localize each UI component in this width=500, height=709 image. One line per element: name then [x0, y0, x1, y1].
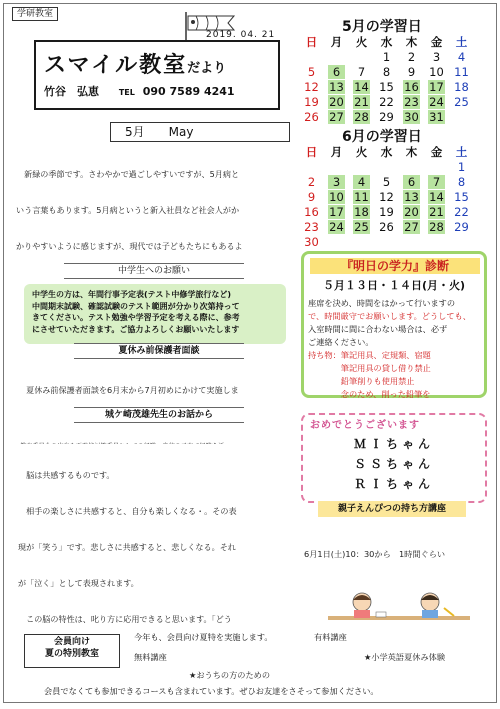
gakuryoku-line: 念のため、削った鉛筆を [308, 389, 431, 399]
calendar-day-number: 10 [329, 190, 344, 204]
calendar-day-number: 18 [454, 80, 469, 94]
calendar-day-number: 21 [429, 205, 444, 219]
sensei-line: 脳は共感するものです。 [18, 470, 115, 480]
calendar-day-number: 29 [454, 220, 469, 234]
calendar-day-number: 15 [454, 190, 469, 204]
paid-item: ★小学英語夏休み体験 [364, 652, 446, 662]
calendar-day [299, 65, 324, 80]
intro-text [16, 144, 298, 254]
calendar-day [424, 110, 449, 125]
calendar-day [399, 160, 424, 175]
calendar-day [324, 65, 349, 80]
calendar-day-number: 14 [354, 80, 369, 94]
calendar-day [299, 50, 324, 65]
calendar-day [374, 95, 399, 110]
sensei-line: が「泣く」として表現されます。 [18, 578, 139, 588]
summer-line: 夏休み前保護者面談を6月末から7月初めにかけて実施しま [18, 385, 239, 395]
sensei-heading: 城ケ崎茂雄先生のお話から [74, 407, 244, 423]
weekday-row [299, 35, 474, 50]
calendar-day [299, 220, 324, 235]
calendar-day-number: 6 [328, 65, 345, 79]
calendar-day [449, 190, 474, 205]
calendar-day [299, 190, 324, 205]
calendar-day-number: 14 [429, 190, 444, 204]
calendar-day-number: 16 [304, 205, 319, 219]
gakuryoku-line: 座席を決め、時間をはかって行いますの [308, 298, 456, 308]
intro-line: かりやすいように感じますが、現代では子どもたちにもあるよ [16, 241, 243, 251]
calendar-day [299, 160, 324, 175]
congrats-name: ＳＳちゃん [354, 457, 435, 471]
calendar-day [399, 110, 424, 125]
calendar-day-number: 2 [307, 175, 316, 189]
calendar-day [449, 50, 474, 65]
calendar-week-row [299, 65, 474, 80]
calendar-day-number: 28 [429, 220, 444, 234]
gakuryoku-line: 鉛筆削りも使用禁止 [308, 376, 415, 386]
intro-line: いう言葉もあります。5月病というと新入社員など社会人がか [16, 205, 240, 215]
calendar-day [399, 205, 424, 220]
may-calendar [299, 35, 474, 125]
weekday-label: 金 [430, 35, 443, 49]
may-calendar-title: 5月の学習日 [342, 19, 422, 35]
gakuryoku-line: 入室時間に間に合わない場合は、必ず [308, 324, 448, 334]
gakuryoku-line: ご連絡ください。 [308, 337, 374, 347]
title-main: スマイル教室 [44, 53, 188, 78]
calendar-day-number: 24 [429, 95, 444, 109]
weekday-label: 日 [305, 145, 318, 159]
calendar-day [374, 80, 399, 95]
tel-label: TEL [118, 88, 135, 97]
calendar-day [324, 190, 349, 205]
weekday-label: 火 [355, 35, 368, 49]
calendar-week-row [299, 110, 474, 125]
calendar-day-number: 22 [454, 205, 469, 219]
gakuryoku-body [308, 297, 471, 401]
calendar-day [424, 235, 449, 250]
calendar-day-number: 30 [404, 110, 419, 124]
calendar-day [399, 175, 424, 190]
sensei-line: 相手の楽しさに共感すると、自分も楽しくなる・。その表 [18, 506, 237, 516]
weekday-label: 金 [430, 145, 443, 159]
calendar-day [399, 80, 424, 95]
jh-line: きてください。テスト勉強や学習予定を考える際に、参考 [32, 313, 240, 322]
pencil-line: 6月1日(土)10：30から 1時間ぐらい [304, 549, 446, 559]
calendar-day-number: 27 [329, 110, 344, 124]
calendar-day-number: 10 [429, 65, 444, 79]
calendar-week-row [299, 175, 474, 190]
calendar-day [374, 205, 399, 220]
calendar-day [349, 65, 374, 80]
calendar-day-number: 8 [382, 65, 391, 79]
pencil-heading: 親子えんぴつの持ち方講座 [318, 501, 466, 517]
calendar-day [324, 50, 349, 65]
calendar-day [324, 80, 349, 95]
special-class-title: 会員向け 夏の特別教室 [44, 637, 99, 659]
weekday-label: 土 [455, 35, 468, 49]
calendar-week-row [299, 235, 474, 250]
calendar-day [424, 65, 449, 80]
calendar-day-number: 6 [403, 175, 420, 189]
calendar-day-number: 20 [404, 205, 419, 219]
calendar-day [349, 50, 374, 65]
calendar-day-number: 1 [382, 50, 391, 64]
calendar-day-number: 3 [328, 175, 345, 189]
calendar-day [424, 160, 449, 175]
summer-heading: 夏休み前保護者面談 [74, 343, 244, 359]
calendar-day [324, 235, 349, 250]
calendar-day-number: 9 [407, 65, 416, 79]
calendar-day-number: 19 [379, 205, 394, 219]
calendar-day [449, 80, 474, 95]
sensei-note-line [20, 442, 296, 444]
calendar-day [324, 205, 349, 220]
calendar-week-row [299, 95, 474, 110]
gakuryoku-dates: ５月１３日・１４日(月・火) [322, 279, 466, 292]
calendar-day [349, 160, 374, 175]
calendar-day [449, 175, 474, 190]
jh-notice [24, 284, 286, 344]
calendar-day [349, 190, 374, 205]
weekday-label: 木 [405, 145, 418, 159]
calendar-day [299, 95, 324, 110]
calendar-day-number: 3 [432, 50, 441, 64]
calendar-day-number: 17 [329, 205, 344, 219]
calendar-day-number: 31 [429, 110, 444, 124]
calendar-day [449, 110, 474, 125]
pencil-text [304, 522, 490, 588]
free-item: ★おうちの方のための [189, 670, 271, 680]
sensei-line: この脳の特性は、叱り方に応用できると思います。「どう [18, 614, 232, 624]
teacher-name: 竹谷 弘恵 [44, 85, 99, 98]
calendar-day [424, 80, 449, 95]
weekday-label: 木 [405, 35, 418, 49]
calendar-day [349, 95, 374, 110]
calendar-day-number: 5 [307, 65, 316, 79]
calendar-day [299, 110, 324, 125]
calendar-day [399, 65, 424, 80]
calendar-day-number: 30 [304, 235, 319, 249]
weekday-label: 月 [330, 35, 343, 49]
calendar-day [374, 65, 399, 80]
calendar-day-number: 27 [404, 220, 419, 234]
calendar-day-number: 13 [404, 190, 419, 204]
calendar-day [299, 80, 324, 95]
calendar-day [424, 205, 449, 220]
paid-label: 有料講座 [314, 632, 347, 642]
calendar-day [399, 95, 424, 110]
calendar-day [449, 160, 474, 175]
calendar-day [449, 220, 474, 235]
calendar-day [324, 110, 349, 125]
calendar-day-number: 26 [304, 110, 319, 124]
calendar-day [449, 235, 474, 250]
calendar-day-number: 26 [379, 220, 394, 234]
calendar-day-number: 29 [379, 110, 394, 124]
sensei-text [18, 445, 298, 630]
newsletter-page [3, 3, 497, 703]
issue-date: 2019. 04. 21 [206, 30, 276, 40]
calendar-day [349, 80, 374, 95]
sensei-line: 現が「笑う」です。悲しさに共感すると、悲しくなる。それ [18, 542, 236, 552]
calendar-day-number: 12 [379, 190, 394, 204]
calendar-day [299, 175, 324, 190]
calendar-day-number: 7 [428, 175, 445, 189]
special-footer: 会員でなくても参加できるコースも含まれています。ぜひお友達をさそって参加ください。 [44, 686, 379, 696]
congrats-name: ＲＩちゃん [354, 477, 435, 491]
calendar-day-number: 25 [454, 95, 469, 109]
free-items [189, 650, 369, 680]
calendar-day [374, 220, 399, 235]
calendar-day [424, 50, 449, 65]
calendar-day-number: 19 [304, 95, 319, 109]
month-heading: 5月 May [110, 122, 290, 142]
calendar-day-number: 11 [454, 65, 469, 79]
calendar-day-number: 12 [304, 80, 319, 94]
calendar-day [324, 95, 349, 110]
calendar-day [349, 110, 374, 125]
gakuryoku-line: で、時間厳守でお願いします。どうしても、 [308, 311, 471, 321]
calendar-day [449, 205, 474, 220]
calendar-day [349, 220, 374, 235]
title-suffix: だより [187, 61, 227, 76]
weekday-label: 水 [380, 145, 393, 159]
calendar-day-number: 15 [379, 80, 394, 94]
calendar-week-row [299, 220, 474, 235]
jh-heading: 中学生へのお願い [64, 263, 244, 279]
calendar-day-number: 4 [353, 175, 370, 189]
calendar-day-number: 16 [404, 80, 419, 94]
calendar-day-number: 17 [429, 80, 444, 94]
calendar-day-number: 24 [329, 220, 344, 234]
calendar-day [399, 220, 424, 235]
congrats-name: ＭＩちゃん [354, 437, 435, 451]
calendar-week-row [299, 50, 474, 65]
calendar-day-number: 21 [354, 95, 369, 109]
calendar-day [399, 190, 424, 205]
calendar-day [374, 175, 399, 190]
weekday-label: 土 [455, 145, 468, 159]
contact-line [44, 83, 235, 99]
calendar-day [349, 235, 374, 250]
calendar-day-number: 13 [329, 80, 344, 94]
calendar-day [449, 95, 474, 110]
weekday-label: 火 [355, 145, 368, 159]
gakuryoku-line: 持ち物：筆記用具、定規類、宿題 [308, 350, 431, 360]
jh-line: 中学生の方は、年間行事予定表(テスト中修学旅行など) [32, 290, 231, 299]
calendar-day-number: 5 [382, 175, 391, 189]
calendar-day [324, 160, 349, 175]
calendar-day-number: 11 [354, 190, 369, 204]
weekday-row [299, 145, 474, 160]
jh-line: 中間期末試験、確認試験のテスト範囲が分かり次第持って [32, 301, 240, 311]
calendar-day-number: 23 [304, 220, 319, 234]
calendar-day [374, 235, 399, 250]
calendar-day-number: 4 [457, 50, 466, 64]
congrats-title: おめでとうございます [310, 420, 420, 431]
intro-line: 新緑の季節です。さわやかで過ごしやすいですが、5月病と [16, 169, 240, 179]
gakuryoku-title: 『明日の学力』診断 [310, 258, 480, 274]
calendar-week-row [299, 205, 474, 220]
calendar-day-number: 2 [407, 50, 416, 64]
calendar-day [299, 205, 324, 220]
calendar-day-number: 22 [379, 95, 394, 109]
calendar-day [374, 110, 399, 125]
weekday-label: 日 [305, 35, 318, 49]
calendar-week-row [299, 190, 474, 205]
calendar-day [449, 65, 474, 80]
calendar-day [374, 190, 399, 205]
calendar-day [324, 220, 349, 235]
calendar-day-number: 8 [457, 175, 466, 189]
page-title [44, 48, 226, 79]
june-calendar-title: 6月の学習日 [342, 129, 422, 145]
calendar-day [424, 95, 449, 110]
calendar-day-number: 20 [329, 95, 344, 109]
calendar-day [374, 50, 399, 65]
jh-line: にさせていただきます。ご協力よろしくお願いいたします [32, 324, 240, 334]
calendar-day [424, 175, 449, 190]
calendar-day-number: 25 [354, 220, 369, 234]
calendar-day-number: 23 [404, 95, 419, 109]
calendar-day [349, 205, 374, 220]
calendar-day-number: 28 [354, 110, 369, 124]
paid-items [364, 632, 494, 682]
special-intro: 今年も、会員向け夏特を実施します。 [134, 632, 273, 642]
calendar-day-number: 18 [354, 205, 369, 219]
children-studying-icon [324, 588, 474, 630]
calendar-day-number: 7 [357, 65, 366, 79]
weekday-label: 月 [330, 145, 343, 159]
calendar-day [424, 220, 449, 235]
calendar-day [424, 190, 449, 205]
june-calendar [299, 145, 474, 250]
free-label: 無料講座 [134, 652, 167, 662]
summer-text [18, 360, 298, 398]
calendar-day-number: 1 [457, 160, 466, 174]
calendar-day [349, 175, 374, 190]
classroom-tag: 学研教室 [12, 7, 58, 21]
calendar-day [374, 160, 399, 175]
weekday-label: 水 [380, 35, 393, 49]
calendar-week-row [299, 80, 474, 95]
tel-number: 090 7589 4241 [142, 85, 235, 98]
calendar-day [299, 235, 324, 250]
calendar-day [399, 235, 424, 250]
gakuryoku-line: 筆記用具の貸し借り禁止 [308, 363, 431, 373]
calendar-week-row [299, 160, 474, 175]
calendar-day [399, 50, 424, 65]
sensei-note [20, 424, 296, 444]
calendar-day [324, 175, 349, 190]
calendar-day-number: 9 [307, 190, 316, 204]
